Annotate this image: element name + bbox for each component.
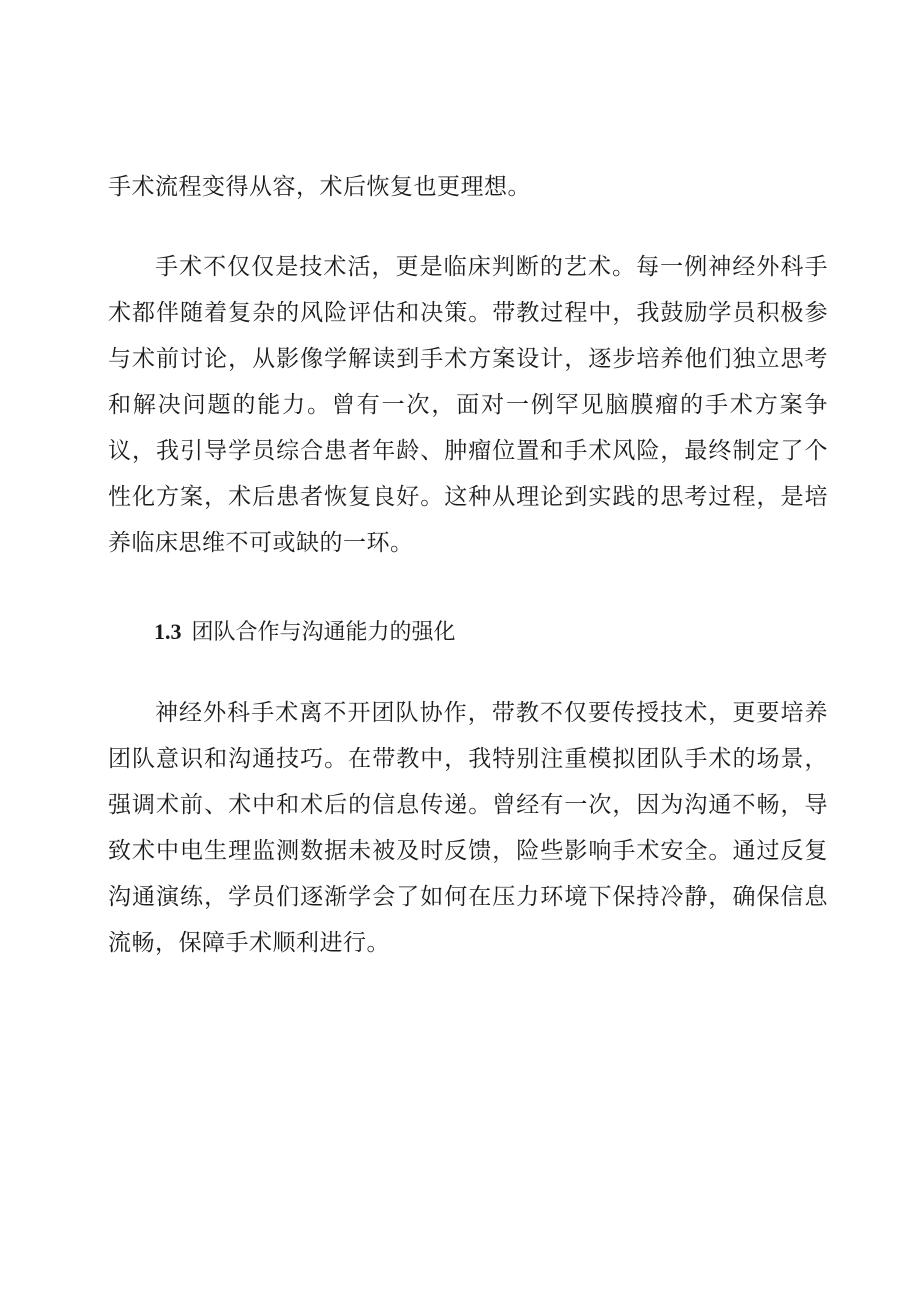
section-title: 团队合作与沟通能力的强化: [191, 620, 456, 645]
document-page: [108, 164, 828, 966]
section-number: 1.3: [154, 619, 182, 644]
paragraph-teamwork: 神经外科手术离不开团队协作，带教不仅要传授技术，更要培养团队意识和沟通技巧。在带教中，我特别注重模拟团队手术的场景，强调术前、术中和术后的信息传递。曾经有一次，因为沟通不畅，导致术中电生理监测数据未被及时反馈，险些影响手术安全。通过反复沟通演练，学员们逐渐学会了如何在压力环境下保持冷静，确保信息流畅，保障手术顺利进行。: [108, 700, 828, 956]
paragraph-continuation: 手术流程变得从容，术后恢复也更理想。: [108, 174, 531, 200]
paragraph-clinical-judgment: 手术不仅仅是技术活，更是临床判断的艺术。每一例神经外科手术都伴随着复杂的风险评估和决策。带教过程中，我鼓励学员积极参与术前讨论，从影像学解读到手术方案设计，逐步培养他们独立思考和解决问题的能力。曾有一次，面对一例罕见脑膜瘤的手术方案争议，我引导学员综合患者年龄、肿瘤位置和手术风险，最终制定了个性化方案，术后患者恢复良好。这种从理论到实践的思考过程，是培养临床思维不可或缺的一环。: [108, 254, 828, 556]
section-heading: [108, 609, 828, 656]
